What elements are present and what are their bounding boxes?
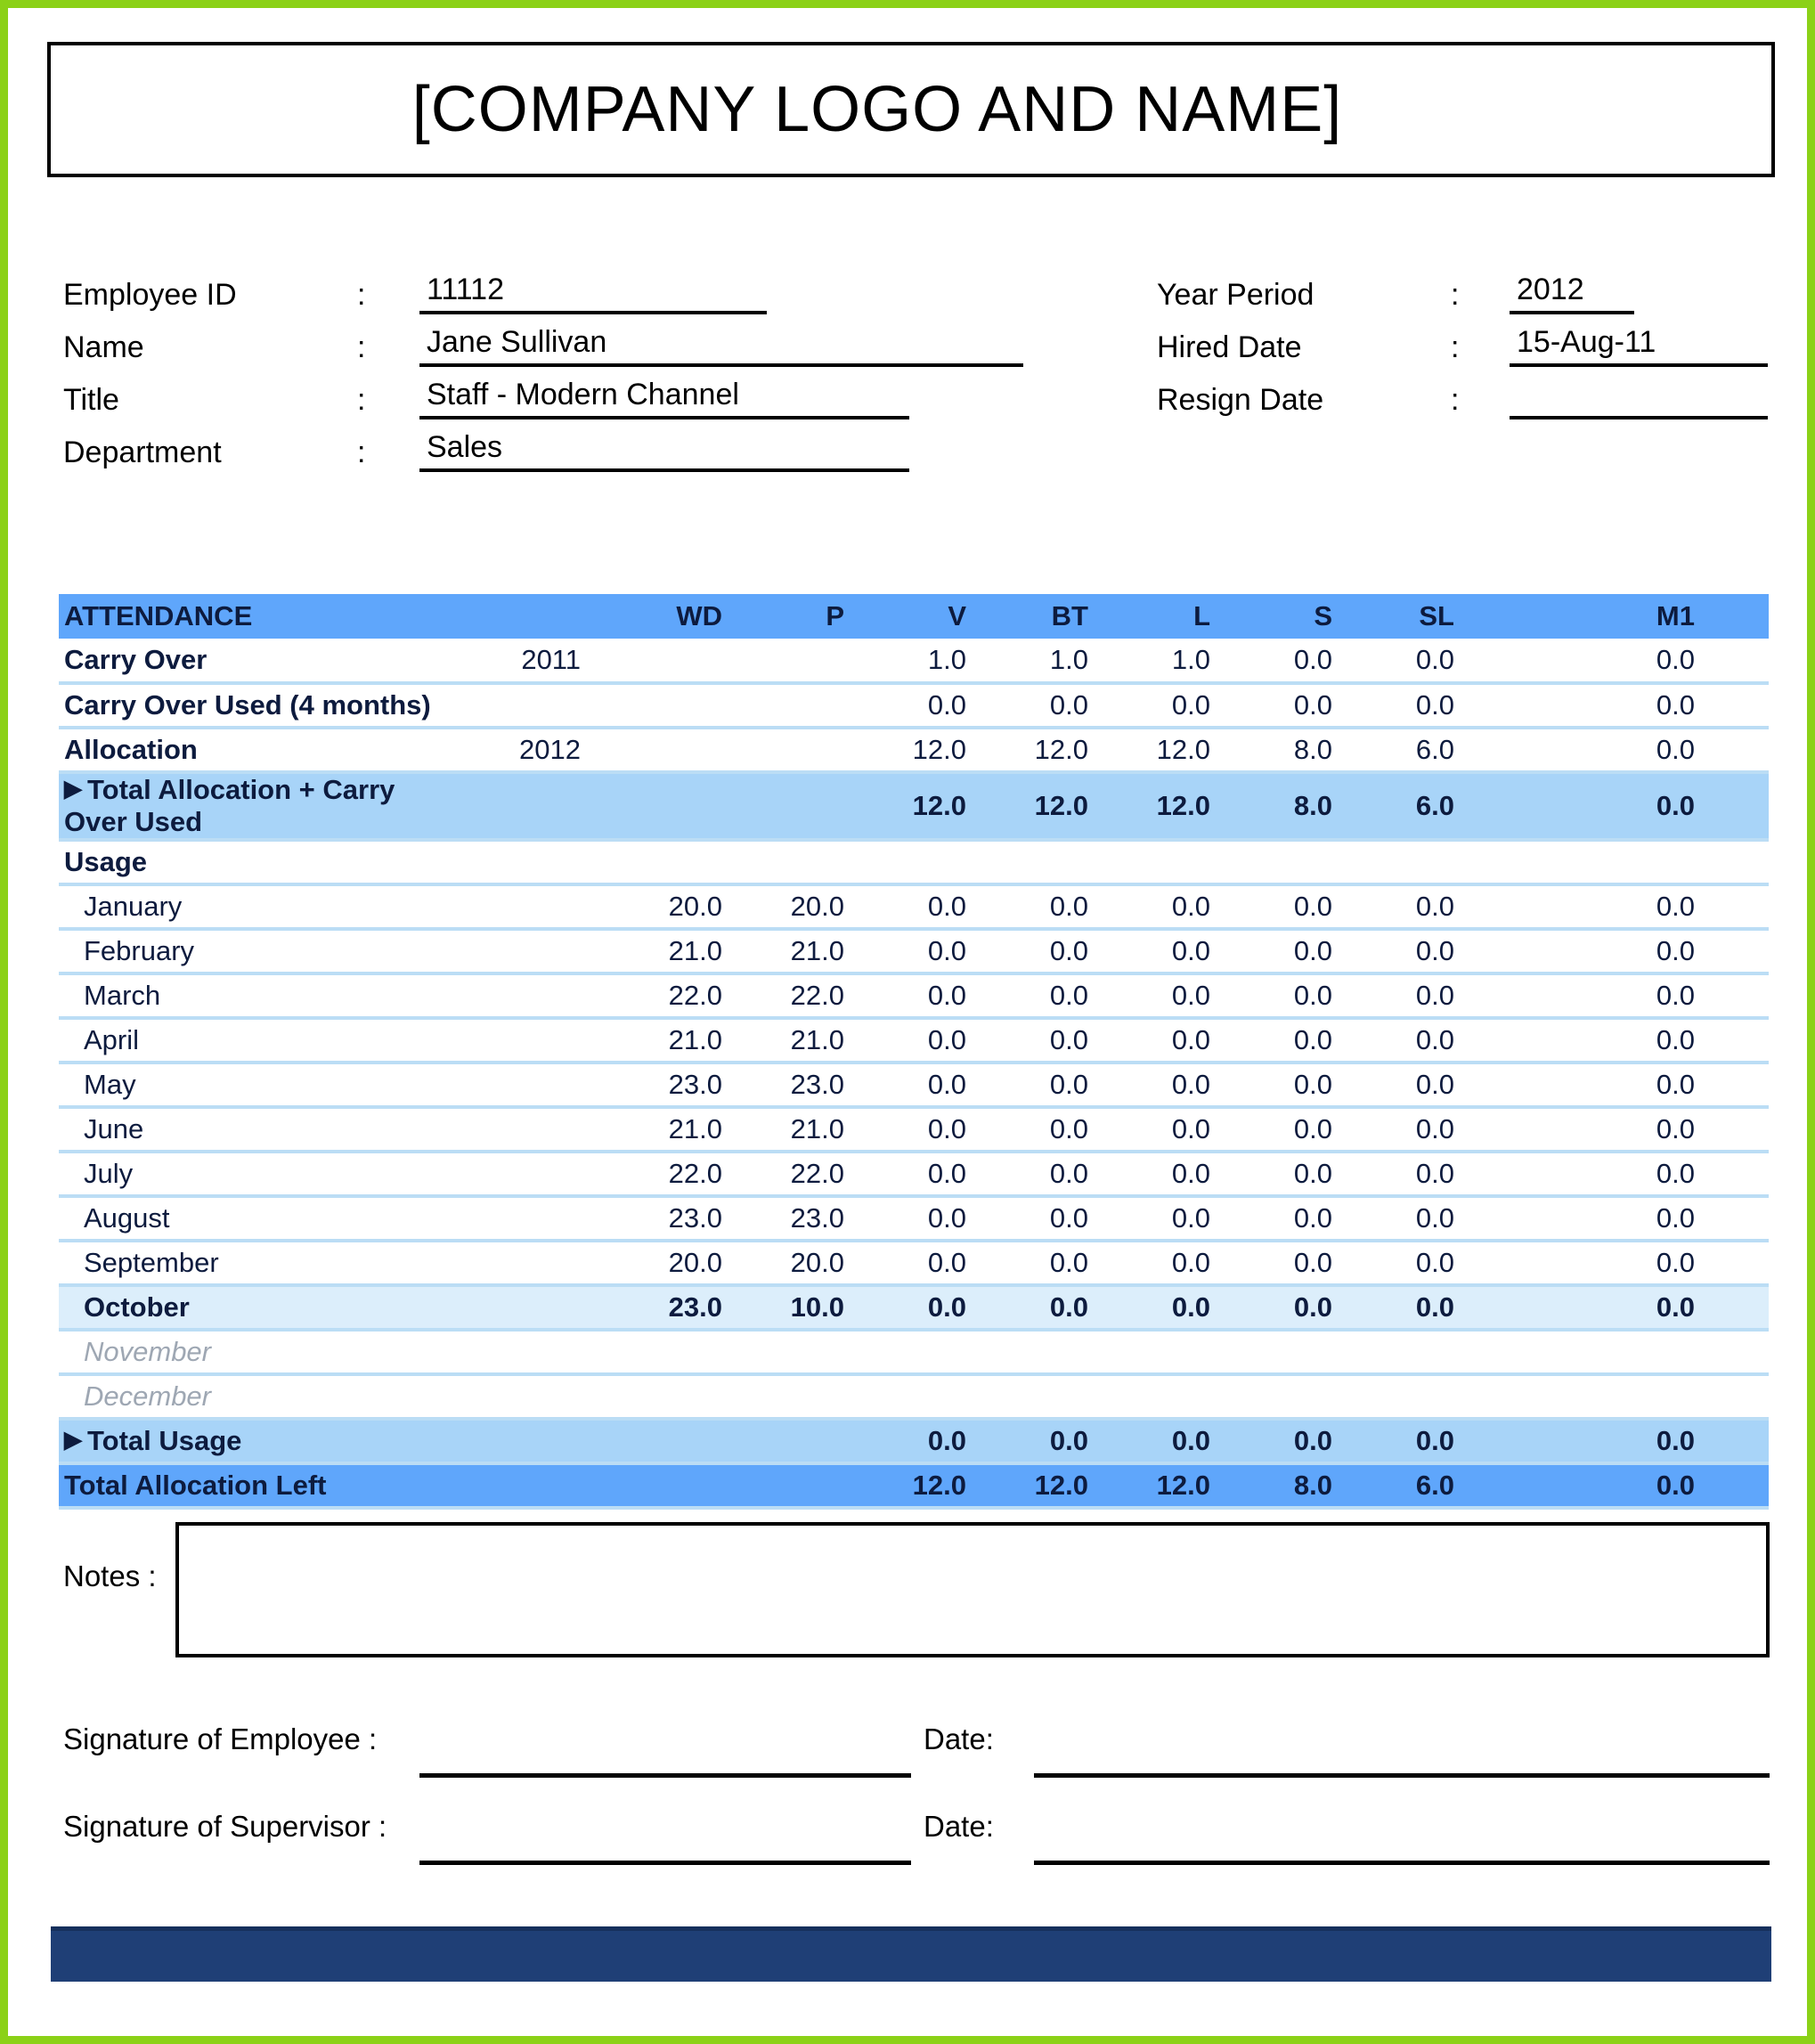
cell-l: 0.0	[1108, 1018, 1230, 1063]
cell-spacer	[1714, 1107, 1769, 1152]
table-row	[59, 1463, 1769, 1508]
cell-v	[864, 840, 986, 884]
cell-m1: 0.0	[1474, 728, 1714, 772]
cell-v: 12.0	[864, 1463, 986, 1508]
notes-input[interactable]	[175, 1522, 1770, 1657]
info-value-field[interactable]: Staff - Modern Channel	[419, 375, 909, 419]
info-value-field[interactable]: 2012	[1510, 270, 1634, 314]
info-colon: :	[1451, 278, 1460, 312]
cell-sl: 0.0	[1352, 1152, 1474, 1196]
cell-l: 0.0	[1108, 1063, 1230, 1107]
cell-p	[742, 728, 864, 772]
cell-p: 21.0	[742, 1018, 864, 1063]
info-colon: :	[1451, 383, 1460, 417]
row-label: Carry Over Used (4 months)	[59, 683, 460, 728]
cell-m1: 0.0	[1474, 1107, 1714, 1152]
cell-p	[742, 1330, 864, 1374]
cell-bt: 0.0	[986, 1063, 1108, 1107]
notes-section	[8, 1522, 1807, 1665]
cell-sl: 6.0	[1352, 728, 1474, 772]
cell-s: 0.0	[1230, 1018, 1352, 1063]
cell-wd: 21.0	[620, 1018, 742, 1063]
cell-wd: 20.0	[620, 884, 742, 929]
row-year	[460, 772, 620, 840]
signature-row	[8, 1722, 1807, 1785]
cell-sl: 0.0	[1352, 1018, 1474, 1063]
notes-label: Notes :	[63, 1559, 157, 1592]
cell-wd	[620, 1463, 742, 1508]
cell-wd	[620, 1330, 742, 1374]
info-label: Title	[63, 383, 119, 417]
cell-v: 0.0	[864, 683, 986, 728]
cell-l: 0.0	[1108, 1285, 1230, 1330]
cell-spacer	[1714, 1463, 1769, 1508]
cell-spacer	[1714, 772, 1769, 840]
cell-sl: 6.0	[1352, 1463, 1474, 1508]
table-row	[59, 1152, 1769, 1196]
cell-m1: 0.0	[1474, 929, 1714, 973]
row-year	[460, 1374, 620, 1419]
cell-wd	[620, 728, 742, 772]
info-value-field[interactable]: 15-Aug-11	[1510, 322, 1768, 367]
signature-date-field[interactable]	[1034, 1861, 1770, 1865]
cell-s: 8.0	[1230, 772, 1352, 840]
cell-bt: 12.0	[986, 728, 1108, 772]
row-year	[460, 1419, 620, 1463]
row-year	[460, 840, 620, 884]
row-year: 2011	[460, 639, 620, 683]
cell-l	[1108, 1330, 1230, 1374]
cell-p	[742, 772, 864, 840]
cell-bt: 0.0	[986, 929, 1108, 973]
cell-m1	[1474, 1330, 1714, 1374]
company-logo-box	[47, 42, 1775, 177]
signature-field[interactable]	[419, 1861, 911, 1865]
cell-l: 0.0	[1108, 1241, 1230, 1285]
cell-v	[864, 1330, 986, 1374]
signature-field[interactable]	[419, 1773, 911, 1778]
cell-bt: 0.0	[986, 1152, 1108, 1196]
cell-s: 0.0	[1230, 1241, 1352, 1285]
cell-wd: 20.0	[620, 1241, 742, 1285]
cell-s	[1230, 1374, 1352, 1419]
cell-p	[742, 1419, 864, 1463]
info-label: Year Period	[1157, 278, 1314, 312]
cell-bt: 0.0	[986, 1196, 1108, 1241]
cell-wd: 22.0	[620, 1152, 742, 1196]
cell-m1: 0.0	[1474, 683, 1714, 728]
cell-v: 0.0	[864, 884, 986, 929]
cell-bt: 0.0	[986, 973, 1108, 1018]
cell-v: 0.0	[864, 1107, 986, 1152]
cell-wd	[620, 1374, 742, 1419]
col-header-attendance: ATTENDANCE	[59, 594, 620, 639]
cell-p: 20.0	[742, 884, 864, 929]
cell-sl: 0.0	[1352, 884, 1474, 929]
info-colon: :	[357, 278, 366, 312]
cell-m1: 0.0	[1474, 1152, 1714, 1196]
row-year	[460, 1241, 620, 1285]
row-label: July	[59, 1152, 460, 1196]
cell-sl: 6.0	[1352, 772, 1474, 840]
cell-bt	[986, 1374, 1108, 1419]
table-row	[59, 683, 1769, 728]
info-label: Employee ID	[63, 278, 237, 312]
cell-bt	[986, 840, 1108, 884]
cell-p: 22.0	[742, 1152, 864, 1196]
cell-sl	[1352, 1330, 1474, 1374]
cell-bt: 0.0	[986, 1285, 1108, 1330]
cell-wd: 23.0	[620, 1063, 742, 1107]
col-header-p: P	[742, 594, 864, 639]
cell-m1: 0.0	[1474, 884, 1714, 929]
info-value-field[interactable]	[1510, 414, 1768, 419]
row-year	[460, 1463, 620, 1508]
info-label: Resign Date	[1157, 383, 1324, 417]
cell-bt: 0.0	[986, 1107, 1108, 1152]
row-year	[460, 1196, 620, 1241]
cell-s: 0.0	[1230, 1152, 1352, 1196]
footer-bar	[51, 1926, 1771, 1982]
row-year: 2012	[460, 728, 620, 772]
expand-triangle-icon[interactable]: ▶	[64, 775, 82, 802]
cell-sl: 0.0	[1352, 1107, 1474, 1152]
table-row	[59, 1107, 1769, 1152]
signature-label: Signature of Employee :	[63, 1722, 378, 1755]
table-row	[59, 1018, 1769, 1063]
cell-m1: 0.0	[1474, 772, 1714, 840]
cell-m1	[1474, 1374, 1714, 1419]
cell-m1: 0.0	[1474, 973, 1714, 1018]
cell-bt: 0.0	[986, 1241, 1108, 1285]
cell-p	[742, 840, 864, 884]
cell-m1: 0.0	[1474, 1018, 1714, 1063]
row-label: December	[59, 1374, 460, 1419]
row-label: May	[59, 1063, 460, 1107]
signature-date-field[interactable]	[1034, 1773, 1770, 1778]
row-year	[460, 884, 620, 929]
row-label: March	[59, 973, 460, 1018]
info-row	[8, 317, 1807, 367]
row-label: June	[59, 1107, 460, 1152]
cell-s: 0.0	[1230, 639, 1352, 683]
cell-spacer	[1714, 1285, 1769, 1330]
cell-l: 12.0	[1108, 772, 1230, 840]
cell-sl: 0.0	[1352, 929, 1474, 973]
row-label: Carry Over	[59, 639, 460, 683]
cell-s: 0.0	[1230, 884, 1352, 929]
cell-bt: 0.0	[986, 1419, 1108, 1463]
cell-wd: 23.0	[620, 1196, 742, 1241]
cell-sl: 0.0	[1352, 973, 1474, 1018]
cell-sl: 0.0	[1352, 1196, 1474, 1241]
cell-wd: 22.0	[620, 973, 742, 1018]
cell-sl: 0.0	[1352, 1063, 1474, 1107]
cell-spacer	[1714, 1419, 1769, 1463]
cell-p	[742, 1463, 864, 1508]
col-header-sl: SL	[1352, 594, 1474, 639]
info-colon: :	[357, 383, 366, 417]
row-year	[460, 1152, 620, 1196]
cell-p: 10.0	[742, 1285, 864, 1330]
cell-bt	[986, 1330, 1108, 1374]
col-header-spacer	[1714, 594, 1769, 639]
cell-l	[1108, 1374, 1230, 1419]
cell-s: 8.0	[1230, 728, 1352, 772]
cell-m1: 0.0	[1474, 1196, 1714, 1241]
table-row	[59, 1063, 1769, 1107]
info-value-field[interactable]: Sales	[419, 428, 909, 472]
cell-sl: 0.0	[1352, 639, 1474, 683]
row-label: April	[59, 1018, 460, 1063]
cell-v: 0.0	[864, 1196, 986, 1241]
cell-spacer	[1714, 1063, 1769, 1107]
cell-p: 21.0	[742, 929, 864, 973]
cell-bt: 0.0	[986, 1018, 1108, 1063]
cell-s: 0.0	[1230, 1107, 1352, 1152]
cell-l: 0.0	[1108, 1107, 1230, 1152]
row-label: November	[59, 1330, 460, 1374]
cell-bt: 1.0	[986, 639, 1108, 683]
cell-l: 12.0	[1108, 1463, 1230, 1508]
cell-v: 12.0	[864, 772, 986, 840]
signature-row	[8, 1810, 1807, 1872]
cell-wd: 23.0	[620, 1285, 742, 1330]
cell-wd	[620, 683, 742, 728]
info-row	[8, 422, 1807, 472]
row-year	[460, 1285, 620, 1330]
cell-spacer	[1714, 728, 1769, 772]
cell-l	[1108, 840, 1230, 884]
cell-l: 0.0	[1108, 1196, 1230, 1241]
cell-l: 0.0	[1108, 1152, 1230, 1196]
cell-l: 0.0	[1108, 973, 1230, 1018]
row-label: ▶ Total Usage	[59, 1419, 460, 1463]
row-label: February	[59, 929, 460, 973]
info-colon: :	[1451, 330, 1460, 364]
table-row	[59, 772, 1769, 840]
cell-s: 0.0	[1230, 1196, 1352, 1241]
cell-spacer	[1714, 1196, 1769, 1241]
table-row	[59, 1330, 1769, 1374]
cell-v: 0.0	[864, 973, 986, 1018]
info-row	[8, 265, 1807, 314]
cell-m1	[1474, 840, 1714, 884]
attendance-table-body	[59, 639, 1769, 1508]
cell-s: 0.0	[1230, 1419, 1352, 1463]
cell-l: 0.0	[1108, 1419, 1230, 1463]
info-value-field[interactable]: Jane Sullivan	[419, 322, 1023, 367]
row-label: Allocation	[59, 728, 460, 772]
cell-v: 0.0	[864, 1063, 986, 1107]
cell-spacer	[1714, 639, 1769, 683]
cell-sl: 0.0	[1352, 1419, 1474, 1463]
row-label: August	[59, 1196, 460, 1241]
table-row	[59, 1374, 1769, 1419]
cell-s: 8.0	[1230, 1463, 1352, 1508]
cell-sl: 0.0	[1352, 1285, 1474, 1330]
cell-v	[864, 1374, 986, 1419]
cell-spacer	[1714, 884, 1769, 929]
cell-p	[742, 683, 864, 728]
cell-s: 0.0	[1230, 683, 1352, 728]
cell-wd: 21.0	[620, 929, 742, 973]
table-row	[59, 639, 1769, 683]
cell-s	[1230, 840, 1352, 884]
table-row	[59, 1196, 1769, 1241]
cell-v: 0.0	[864, 929, 986, 973]
row-label: ▶ Total Allocation + Carry Over Used	[59, 772, 460, 840]
cell-p: 22.0	[742, 973, 864, 1018]
cell-sl: 0.0	[1352, 683, 1474, 728]
signature-date-label: Date:	[924, 1810, 994, 1843]
cell-spacer	[1714, 1241, 1769, 1285]
table-row	[59, 1241, 1769, 1285]
row-year	[460, 1018, 620, 1063]
cell-spacer	[1714, 840, 1769, 884]
cell-sl	[1352, 1374, 1474, 1419]
cell-l: 0.0	[1108, 683, 1230, 728]
table-row	[59, 728, 1769, 772]
cell-v: 1.0	[864, 639, 986, 683]
row-label: Total Allocation Left	[59, 1463, 460, 1508]
cell-wd: 21.0	[620, 1107, 742, 1152]
cell-wd	[620, 1419, 742, 1463]
info-label: Hired Date	[1157, 330, 1302, 364]
attendance-table	[59, 594, 1769, 1510]
cell-s: 0.0	[1230, 929, 1352, 973]
cell-spacer	[1714, 1018, 1769, 1063]
attendance-header-row	[59, 594, 1769, 639]
cell-l: 0.0	[1108, 884, 1230, 929]
cell-wd	[620, 639, 742, 683]
cell-wd	[620, 840, 742, 884]
cell-spacer	[1714, 973, 1769, 1018]
cell-v: 0.0	[864, 1152, 986, 1196]
table-row	[59, 840, 1769, 884]
info-colon: :	[357, 330, 366, 364]
col-header-bt: BT	[986, 594, 1108, 639]
cell-s: 0.0	[1230, 1285, 1352, 1330]
row-year	[460, 1330, 620, 1374]
info-row	[8, 370, 1807, 419]
info-label: Name	[63, 330, 144, 364]
cell-m1: 0.0	[1474, 1419, 1714, 1463]
info-label: Department	[63, 436, 222, 469]
cell-bt: 12.0	[986, 1463, 1108, 1508]
cell-v: 12.0	[864, 728, 986, 772]
company-title: [COMPANY LOGO AND NAME]	[411, 74, 1343, 145]
cell-p: 23.0	[742, 1196, 864, 1241]
cell-bt: 0.0	[986, 683, 1108, 728]
cell-m1: 0.0	[1474, 1241, 1714, 1285]
cell-p: 23.0	[742, 1063, 864, 1107]
cell-m1: 0.0	[1474, 1285, 1714, 1330]
col-header-wd: WD	[620, 594, 742, 639]
cell-wd	[620, 772, 742, 840]
row-year	[460, 1063, 620, 1107]
cell-v: 0.0	[864, 1241, 986, 1285]
col-header-s: S	[1230, 594, 1352, 639]
cell-p	[742, 1374, 864, 1419]
col-header-v: V	[864, 594, 986, 639]
row-label: September	[59, 1241, 460, 1285]
cell-spacer	[1714, 1374, 1769, 1419]
col-header-l: L	[1108, 594, 1230, 639]
signature-date-label: Date:	[924, 1722, 994, 1755]
cell-p: 20.0	[742, 1241, 864, 1285]
col-header-m1: M1	[1474, 594, 1714, 639]
cell-m1: 0.0	[1474, 1063, 1714, 1107]
cell-l: 12.0	[1108, 728, 1230, 772]
cell-l: 1.0	[1108, 639, 1230, 683]
cell-spacer	[1714, 929, 1769, 973]
cell-m1: 0.0	[1474, 639, 1714, 683]
table-row	[59, 973, 1769, 1018]
row-year	[460, 929, 620, 973]
row-year	[460, 973, 620, 1018]
cell-spacer	[1714, 1330, 1769, 1374]
table-row	[59, 929, 1769, 973]
row-year	[460, 683, 620, 728]
expand-triangle-icon[interactable]: ▶	[64, 1426, 82, 1453]
table-row	[59, 1419, 1769, 1463]
row-label: October	[59, 1285, 460, 1330]
row-label: January	[59, 884, 460, 929]
cell-v: 0.0	[864, 1018, 986, 1063]
cell-sl	[1352, 840, 1474, 884]
info-value-field[interactable]: 11112	[419, 270, 767, 314]
info-colon: :	[357, 436, 366, 469]
cell-bt: 0.0	[986, 884, 1108, 929]
cell-p	[742, 639, 864, 683]
cell-bt: 12.0	[986, 772, 1108, 840]
cell-sl: 0.0	[1352, 1241, 1474, 1285]
cell-spacer	[1714, 1152, 1769, 1196]
cell-v: 0.0	[864, 1285, 986, 1330]
attendance-table-head	[59, 594, 1769, 639]
cell-p: 21.0	[742, 1107, 864, 1152]
table-row	[59, 1285, 1769, 1330]
cell-s: 0.0	[1230, 1063, 1352, 1107]
cell-m1: 0.0	[1474, 1463, 1714, 1508]
cell-spacer	[1714, 683, 1769, 728]
row-year	[460, 1107, 620, 1152]
cell-l: 0.0	[1108, 929, 1230, 973]
cell-s: 0.0	[1230, 973, 1352, 1018]
cell-s	[1230, 1330, 1352, 1374]
signature-label: Signature of Supervisor :	[63, 1810, 387, 1843]
cell-v: 0.0	[864, 1419, 986, 1463]
row-label: Usage	[59, 840, 460, 884]
table-row	[59, 884, 1769, 929]
